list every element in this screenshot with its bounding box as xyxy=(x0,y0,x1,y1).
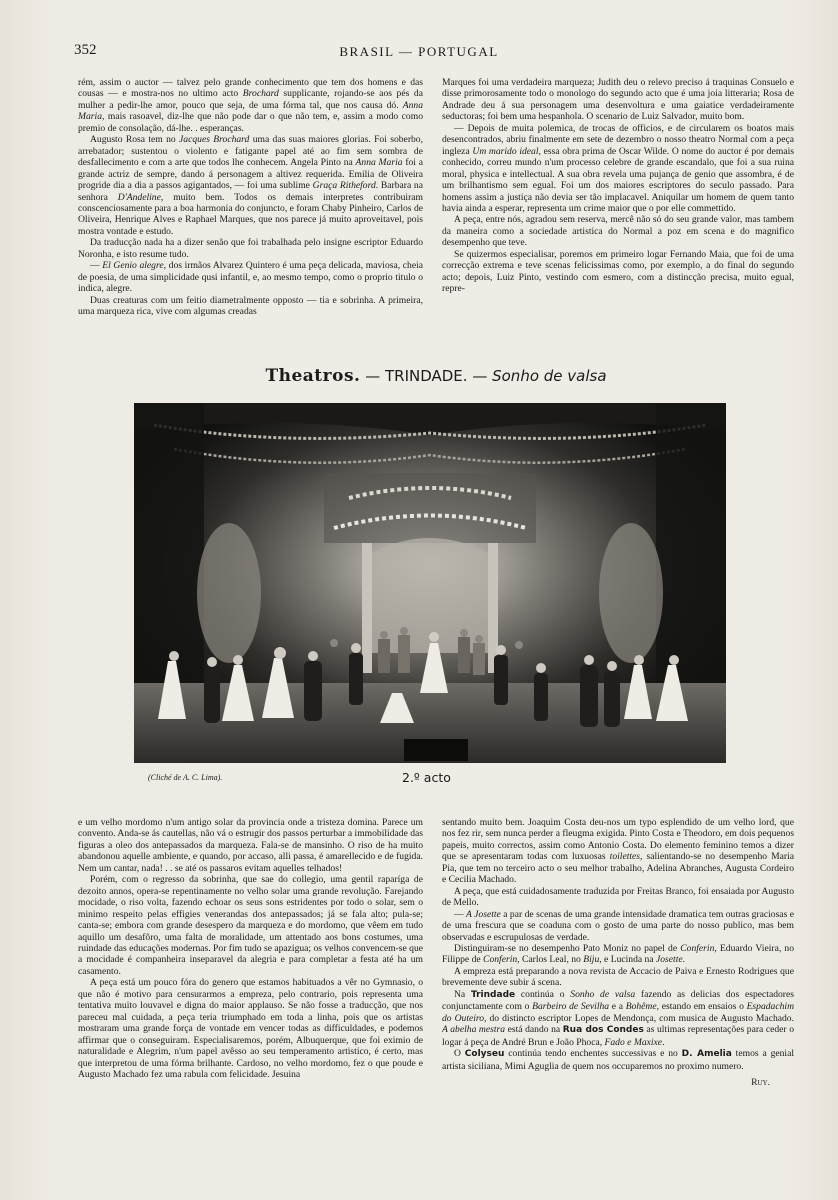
paragraph: A peça, entre nós, agradou sem reserva, mercê não só do seu grande valor, mas tambem da maneira como a sociedade artistica do Normal a poz em scena e do magnifico desempenho que teve. xyxy=(442,214,794,249)
paragraph: Duas creaturas com um feitio diametralmente opposto — tia e sobrinha. A primeira, uma marqueza rica, vive com algumas creadas xyxy=(78,294,423,318)
paragraph: A peça está um pouco fóra do genero que estamos habituados a vêr no Gymnasio, o que não é motivo para censurarmos a empreza, pelo contrario, pois representa uma tentativa muito louvavel e digna do maior applauso. Se não fosse a traducção, que nos pareceu mal cuidada, a peça teria triumphado em toda a linha, pois que os artistas mostraram uma grande força de vontade em vencer todas as difficuldades, e podemos affirmar que o conseguiram. Especialisaremos, porém, Albuquerque, que foi eximio de naturalidade e Alegrim, n'um papel avêsso ao seu temperamento artistico, é certo, mas que interpretou de uma fórma brilhante. Cardoso, no velho mordomo, fez o que poude e Augusto Machado fez uma rabula com felicidade. Jesuina xyxy=(78,977,423,1080)
paragraph: A peça, que está cuidadosamente traduzida por Freitas Branco, foi ensaiada por Augusto de Mello. xyxy=(442,885,794,909)
paragraph: Da traducção nada ha a dizer senão que foi trabalhada pelo insigne escriptor Eduardo Noronha, e isto resume tudo. xyxy=(78,237,423,260)
paragraph: — A Josette a par de scenas de uma grande intensidade dramatica tem outras graciosas e de uma frescura que se coaduna com o gosto de uma parte do nosso publico, mas bem observadas e escrupulosas de verdade. xyxy=(442,908,794,943)
paragraph: Na Trindade continúa o Sonho de valsa fazendo as delicias dos espectadores conjunctamente com o Barbeiro de Sevilha e a Bohême, estando em ensaios o Espadachim do Outeiro, do distincto escriptor Lopes de Mendonça, com musica de Augusto Machado. A abelha mestra está dando na Rua dos Condes as ultimas representações para ceder o logar á peça de André Brun e João Phoca, Fado e Maxixe. xyxy=(442,988,794,1048)
paragraph: A empreza está preparando a nova revista de Accacio de Paiva e Ernesto Rodrigues que brevemente deve subir á scena. xyxy=(442,965,794,989)
photo-caption: 2.º acto xyxy=(402,770,451,785)
paragraph: O Colyseu continúa tendo enchentes successivas e no D. Amelia temos a genial artista siciliana, Mimi Aguglia de quem nos occuparemos no proximo numero. xyxy=(442,1048,794,1072)
author-signature: Ruy. xyxy=(751,1076,770,1088)
paragraph: Augusto Rosa tem no Jacques Brochard uma das suas maiores glorias. Foi soberbo, arrebatador; sustentou o violento e fatigante papel até ao fim sem sombra de desfallecimento e com a arte que todos lhe conhecem. Angela Pinto na Anna Maria foi a grande actriz de sempre, dando á personagem a altivez requerida. Emilia de Oliveira progride dia a dia a passos agigantados, — foi uma sublime Graça Ritheford. Barbara na senhora D'Andeline, muito bem. Todos os demais interpretes contribuiram conscenciosamente para a boa harmonia do conjuncto, e foram Chaby Pinheiro, Carlos de Oliveira, Henrique Alves e Raphael Marques, que nos parece já muito aproveitavel, pois mostra vontade e estudo. xyxy=(78,134,423,237)
paragraph: Se quizermos especialisar, poremos em primeiro logar Fernando Maia, que foi de uma correcção extrema e teve scenas felicissimas como, por exemplo, a do final do segundo acto; depois, Luiz Pinto, vestindo com esmero, com a distincção precisa, muito egual, repre- xyxy=(442,248,794,295)
article-column-1 xyxy=(78,77,423,345)
paragraph: Marques foi uma verdadeira marqueza; Judith deu o relevo preciso á traquinas Consuelo e disse primorosamente todo o monologo do segundo acto que é uma joia litteraria; Rosa de Andrade deu á sua personagem uma desenvoltura e uma gaiatice verdadeiramente seductoras; foi bem uma hespanhola. O scenario de Luiz Salvador, muito bom. xyxy=(442,77,794,123)
paragraph: Porém, com o regresso da sobrinha, que sae do collegio, uma gentil raparíga de dezoito annos, opera-se repentinamente no velho solar uma grande revolução. Farejando mocidade, o riso volta, fazendo echoar os seus sons estridentes por todo o solar, sem o minimo respeito pelas effigies venerandas dos antepassados; já se fala alto; pula-se; canta-se; embora com grande desespero da marqueza e do mordomo, que vêem em tudo aquillo um desafôro, uma falta de moralidade, um attentado aos bons costumes, uma ruindade das educações modernas. Por fim tudo se apaziguа; os velhos convencem-se que a mocidade é companheira inseparavel da alegria e para completar a festa até ha um casamento. xyxy=(78,874,423,977)
paragraph: — Depois de muita polemica, de trocas de officios, e de circularem os boatos mais desencontrados, abriu finalmente em sete de dezembro o nosso theatro Normal com a peça ingleza Um marido ideal, essa obra prima de Oscar Wilde. O nome do auctor é por demais conhecido, correu mundo n'um processo celebre de grande escandalo, que foi a sua ruina moral, physica e intellectual. A sua obra revela uma pujança de genio que assombra, é de um brilhantismo sem egual. Foi um dos maiores escriptores do seculo passado. Para homens assim a justiça não devia ser tão implacavel. Aniquilar um homem de quem tanto havia ainda a esperar, representa um crime maior que o por elle commettido. xyxy=(442,122,794,214)
paragraph: e um velho mordomo n'um antigo solar da provincia onde a tristeza domina. Parece um convento. Anda-se ás cautellas, não vá o estrugir dos passos perturbar a immobilidade das figuras a oleo dos antepassados da marqueza. Fala-se de mansinho. O riso de ha muito abandonou aquelle ambiente, e quando, por accaso, alli passa, é amarellecido e de fugida. Nem um cantar, nada! . . se até os passaros evitam aquelles telhados! xyxy=(78,817,423,874)
paragraph: Distinguiram-se no desempenho Pato Moniz no papel de Conferin, Eduardo Vieira, no Filippe de Conferin, Carlos Leal, no Biju, e Lucinda na Josette. xyxy=(442,942,794,966)
paragraph: rém, assim o auctor — talvez pelo grande conhecimento que tem dos homens e das cousas — e mostra-nos no ultimo acto Brochard supplicante, rojando-se aos pés da mulher a pedir-lhe amor, pouco que seja, de uma fórma tal, que nos causa dó. Anna Maria, mais rasoavel, diz-lhe que não pode dar o que não tem, e, assim a modo como premio de consolação, dá-lhe. . esperanças. xyxy=(78,77,423,134)
paragraph: sentando muito bem. Joaquim Costa deu-nos um typo esplendido de um velho lord, que nos fez rir, sem nunca perder a fleugma exigida. Pinto Costa e Theodoro, em dois pequenos papeis, muito correctos, assim como Antonio Costa. Do elemento feminino temos a dizer que se apresentaram todas com luxuosas toilettes, salientando-se no desempenho Maria Pia, que tem no terceiro acto o seu melhor trabalho, Adelina Abranches, Augusta Cordeiro e Cecilia Machado. xyxy=(442,817,794,886)
stage-photograph xyxy=(134,403,726,763)
page-number: 352 xyxy=(74,42,97,58)
running-title: BRASIL — PORTUGAL xyxy=(339,44,499,59)
section-brand: Theatros. xyxy=(265,366,361,386)
photo-credit: (Cliché de A. C. Lima). xyxy=(148,773,223,782)
paragraph: — El Genio alegre, dos irmãos Alvarez Quintero é uma peça delicada, maviosa, cheia de poesia, de uma simplicidade qusi infantil, e, ao mesmo tempo, como o proprio titulo o indica, alegre. xyxy=(78,260,423,295)
venue-name: TRINDADE. xyxy=(384,367,468,385)
article-column-3 xyxy=(78,817,423,1172)
page-header xyxy=(74,42,764,64)
article-column-2 xyxy=(442,77,794,345)
play-title: Sonho de valsa xyxy=(492,367,607,385)
section-heading: Theatros. — TRINDADE. — Sonho de valsa xyxy=(265,366,607,386)
article-column-4 xyxy=(442,817,794,1172)
